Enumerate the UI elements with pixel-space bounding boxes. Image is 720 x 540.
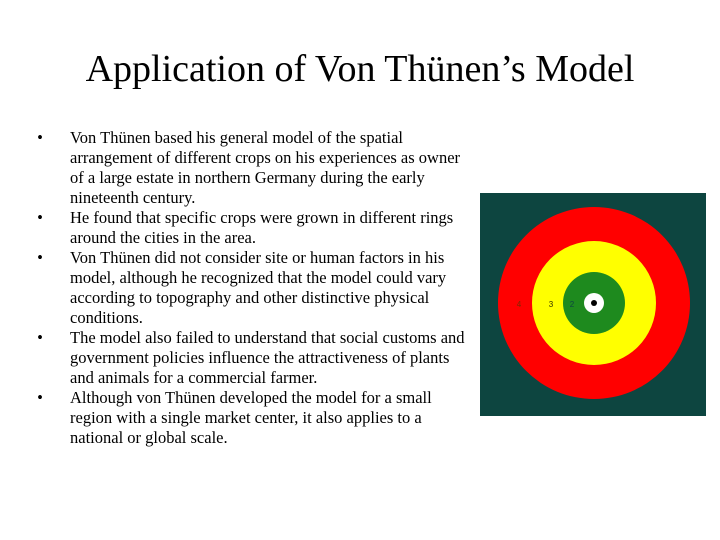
bullet-item (30, 248, 470, 328)
bullet-marker: • (37, 208, 43, 227)
bullet-text: The model also failed to understand that social customs and government policies influence the attractiveness of plants and animals for a commercial farmer. (70, 328, 465, 387)
bullet-list (30, 128, 470, 448)
rings-svg (480, 193, 706, 416)
bullet-marker: • (37, 248, 43, 267)
bullet-text: Von Thünen did not consider site or human factors in his model, although he recognized that the model could vary according to topography and other distinctive physical conditions. (70, 248, 447, 327)
bullet-text: Von Thünen based his general model of the spatial arrangement of different crops on his experiences as owner of a large estate in northern Germany during the early nineteenth century. (70, 128, 461, 207)
bullet-text: Although von Thünen developed the model for a small region with a single market center, it also applies to a national or global scale. (70, 388, 432, 447)
ring-label-3: 3 (548, 300, 554, 309)
bullet-item (30, 128, 470, 208)
bullet-item (30, 328, 470, 388)
von-thunen-rings-diagram (480, 193, 706, 416)
ring-label-2: 2 (569, 300, 575, 309)
ring-label-4: 4 (516, 300, 522, 309)
bullet-marker: • (37, 128, 43, 147)
bullet-marker: • (37, 388, 43, 407)
bullet-text: He found that specific crops were grown in different rings around the cities in the area. (70, 208, 454, 247)
center-dot (591, 300, 597, 306)
bullet-marker: • (37, 328, 43, 347)
bullet-item (30, 208, 470, 248)
slide-title: Application of Von Thünen’s Model (85, 48, 635, 90)
bullet-item (30, 388, 470, 448)
